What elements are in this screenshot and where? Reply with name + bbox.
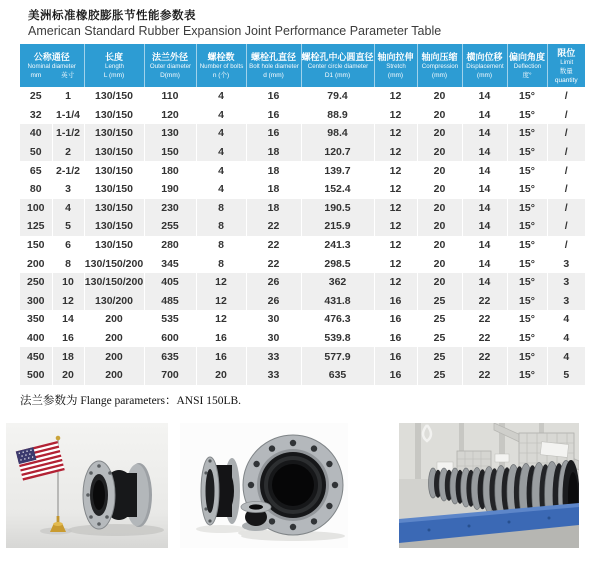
table-cell: 130: [144, 124, 196, 143]
table-cell: 20: [417, 236, 462, 255]
table-cell: 14: [462, 124, 507, 143]
table-cell: 4: [563, 313, 570, 326]
table-cell: 4: [196, 143, 246, 162]
table-cell: 12: [374, 106, 417, 125]
table-cell: 100: [20, 199, 52, 218]
table-cell: 8: [196, 217, 246, 236]
table-row: [20, 161, 585, 180]
table-cell: 200: [20, 254, 52, 273]
title-block: [0, 0, 600, 39]
table-cell: 12: [374, 217, 417, 236]
table-cell: 130/200: [84, 292, 144, 311]
table-cell: 130/150: [84, 161, 144, 180]
table-cell: /: [564, 164, 568, 177]
table-cell: 22: [462, 329, 507, 348]
table-cell: 15°: [507, 254, 547, 273]
table-cell: 12: [374, 143, 417, 162]
table-cell: 14: [462, 254, 507, 273]
table-cell: 12: [196, 292, 246, 311]
table-cell: 476.3: [301, 310, 374, 329]
table-cell: 535: [144, 310, 196, 329]
table-cell: 20: [417, 217, 462, 236]
table-cell: 20: [417, 143, 462, 162]
table-cell: 8: [196, 254, 246, 273]
table-cell: 18: [246, 161, 301, 180]
table-cell: 22: [462, 310, 507, 329]
product-photos: [6, 423, 600, 548]
table-cell: 200: [84, 329, 144, 348]
table-cell: 1-1/4: [52, 106, 84, 125]
table-row: [20, 310, 585, 329]
table-row: [20, 199, 585, 218]
table-cell: 20: [417, 199, 462, 218]
table-row: [20, 106, 585, 125]
table-cell: 16: [374, 329, 417, 348]
table-cell: 4: [563, 350, 570, 363]
table-cell: 50: [20, 143, 52, 162]
table-cell: 18: [52, 347, 84, 366]
table-row: [20, 217, 585, 236]
table-cell: 6: [52, 236, 84, 255]
table-cell: 4: [563, 332, 570, 345]
table-cell: 14: [462, 106, 507, 125]
table-cell: 30: [246, 329, 301, 348]
table-cell: 14: [462, 161, 507, 180]
table-cell: 26: [246, 292, 301, 311]
table-cell: 12: [196, 273, 246, 292]
header-bolt-hole-diameter: 螺栓孔直径 Bolt hole diameter d (mm): [246, 44, 301, 87]
table-cell: 635: [144, 347, 196, 366]
table-cell: 190: [144, 180, 196, 199]
header-limit: 限位 Limit 数量 quantity: [547, 44, 585, 87]
table-cell: 120: [144, 106, 196, 125]
table-cell: 298.5: [301, 254, 374, 273]
table-cell: 2: [52, 143, 84, 162]
table-cell: 15°: [507, 143, 547, 162]
page-title-en: American Standard Rubber Expansion Joint Performance Parameter Table: [28, 24, 442, 38]
table-cell: 600: [144, 329, 196, 348]
table-cell: 12: [374, 161, 417, 180]
table-cell: 15°: [507, 124, 547, 143]
table-cell: 500: [20, 366, 52, 385]
table-cell: 8: [196, 199, 246, 218]
table-cell: 300: [20, 292, 52, 311]
table-cell: 25: [417, 366, 462, 385]
table-cell: 14: [462, 199, 507, 218]
table-cell: 130/150: [84, 199, 144, 218]
header-center-circle-diameter: 螺栓孔中心圆直径 Center circle diameter D1 (mm): [301, 44, 374, 87]
table-cell: 3: [52, 180, 84, 199]
photo-joint-group: [180, 423, 348, 548]
table-cell: 20: [417, 161, 462, 180]
table-cell: 65: [20, 161, 52, 180]
table-cell: 120.7: [301, 143, 374, 162]
table-cell: 130/150: [84, 236, 144, 255]
table-cell: 98.4: [301, 124, 374, 143]
table-cell: 22: [246, 236, 301, 255]
table-cell: 16: [196, 329, 246, 348]
table-cell: 15°: [507, 180, 547, 199]
table-row: [20, 124, 585, 143]
table-cell: 15°: [507, 292, 547, 311]
table-cell: 8: [52, 254, 84, 273]
table-cell: 431.8: [301, 292, 374, 311]
table-cell: 25: [417, 329, 462, 348]
table-cell: 405: [144, 273, 196, 292]
table-cell: 450: [20, 347, 52, 366]
table-cell: 18: [246, 143, 301, 162]
table-cell: 14: [462, 273, 507, 292]
table-body: [20, 87, 585, 385]
table-cell: 20: [417, 106, 462, 125]
table-cell: 130/150: [84, 106, 144, 125]
table-cell: 139.7: [301, 161, 374, 180]
header-deflection: 偏向角度 Deflection 度°: [507, 44, 547, 87]
table-cell: 280: [144, 236, 196, 255]
table-cell: 152.4: [301, 180, 374, 199]
table-cell: 3: [563, 276, 570, 289]
photo-factory-row: [399, 423, 579, 548]
table-cell: 190.5: [301, 199, 374, 218]
table-cell: 350: [20, 310, 52, 329]
table-cell: 20: [196, 366, 246, 385]
table-cell: 12: [374, 199, 417, 218]
table-cell: 20: [417, 254, 462, 273]
table-cell: 130/150: [84, 87, 144, 106]
table-cell: 577.9: [301, 347, 374, 366]
table-cell: 400: [20, 329, 52, 348]
table-cell: 16: [374, 366, 417, 385]
table-cell: 15°: [507, 87, 547, 106]
header-row: [20, 44, 585, 87]
table-cell: 345: [144, 254, 196, 273]
table-cell: 79.4: [301, 87, 374, 106]
table-cell: 40: [20, 124, 52, 143]
table-cell: 16: [374, 292, 417, 311]
table-cell: /: [564, 108, 568, 121]
header-units: [20, 71, 84, 80]
header-compression: 轴向压缩 Compression (mm): [417, 44, 462, 87]
table-cell: 4: [52, 199, 84, 218]
table-row: [20, 254, 585, 273]
table-cell: 22: [246, 217, 301, 236]
table-cell: 230: [144, 199, 196, 218]
table-cell: 4: [196, 87, 246, 106]
table-cell: 12: [374, 180, 417, 199]
table-cell: 200: [84, 347, 144, 366]
table-cell: 15°: [507, 347, 547, 366]
table-row: [20, 329, 585, 348]
table-cell: 539.8: [301, 329, 374, 348]
table-cell: 362: [301, 273, 374, 292]
table-cell: 200: [84, 310, 144, 329]
table-cell: 15°: [507, 161, 547, 180]
flange-note: 法兰参数为 Flange parameters：ANSI 150LB.: [20, 394, 242, 407]
table-cell: 15°: [507, 217, 547, 236]
table-header: [20, 44, 585, 87]
table-cell: /: [564, 201, 568, 214]
table-cell: 200: [84, 366, 144, 385]
table-cell: 3: [563, 294, 570, 307]
table-cell: 250: [20, 273, 52, 292]
unit-mm: mm: [30, 72, 42, 79]
table-cell: 15°: [507, 366, 547, 385]
table-cell: 130/150: [84, 217, 144, 236]
header-number-of-bolts: 螺栓数 Number of bolts n (个): [196, 44, 246, 87]
table-row: [20, 366, 585, 385]
table-cell: 16: [196, 347, 246, 366]
table-cell: /: [564, 183, 568, 196]
table-cell: 20: [417, 87, 462, 106]
table-cell: 15°: [507, 106, 547, 125]
table-cell: /: [564, 239, 568, 252]
table-cell: 20: [417, 124, 462, 143]
table-cell: 88.9: [301, 106, 374, 125]
table-cell: 16: [246, 87, 301, 106]
table-cell: /: [564, 146, 568, 159]
table-cell: 5: [52, 217, 84, 236]
table-cell: 14: [462, 87, 507, 106]
table-cell: 25: [417, 292, 462, 311]
table-cell: 18: [246, 199, 301, 218]
table-cell: 4: [196, 106, 246, 125]
table-cell: 15°: [507, 273, 547, 292]
table-cell: 15°: [507, 310, 547, 329]
table-cell: 16: [374, 347, 417, 366]
table-cell: 12: [52, 292, 84, 311]
table-cell: 130/150/200: [84, 273, 144, 292]
table-cell: 14: [462, 143, 507, 162]
table-row: [20, 180, 585, 199]
table-cell: 2-1/2: [52, 161, 84, 180]
table-cell: 14: [462, 236, 507, 255]
table-cell: 16: [52, 329, 84, 348]
table-cell: 22: [462, 347, 507, 366]
table-cell: 15°: [507, 199, 547, 218]
table-cell: 700: [144, 366, 196, 385]
table-cell: 25: [417, 347, 462, 366]
table-row: [20, 236, 585, 255]
table-cell: 15°: [507, 236, 547, 255]
table-cell: 14: [52, 310, 84, 329]
table-cell: 1-1/2: [52, 124, 84, 143]
table-cell: 12: [374, 254, 417, 273]
parameter-table: [20, 44, 585, 385]
table-cell: 5: [563, 369, 570, 382]
table-cell: 25: [417, 310, 462, 329]
table-cell: 26: [246, 273, 301, 292]
table-cell: 20: [417, 180, 462, 199]
table-cell: 14: [462, 180, 507, 199]
table-cell: 16: [374, 310, 417, 329]
table-cell: 12: [196, 310, 246, 329]
table-cell: 33: [246, 366, 301, 385]
table-cell: 4: [196, 180, 246, 199]
table-cell: 10: [52, 273, 84, 292]
header-displacement: 横向位移 Displacement (mm): [462, 44, 507, 87]
table-cell: 30: [246, 310, 301, 329]
table-cell: 1: [52, 87, 84, 106]
table-cell: 33: [246, 347, 301, 366]
table-cell: 635: [301, 366, 374, 385]
table-cell: 130/150: [84, 180, 144, 199]
table-cell: 3: [563, 257, 570, 270]
table-cell: 255: [144, 217, 196, 236]
table-cell: 130/150: [84, 143, 144, 162]
table-cell: 12: [374, 124, 417, 143]
table-cell: 25: [20, 87, 52, 106]
page-title-cn: 美洲标准橡胶膨胀节性能参数表: [28, 10, 196, 22]
table-cell: 20: [417, 273, 462, 292]
table-cell: 32: [20, 106, 52, 125]
table-row: [20, 143, 585, 162]
table-row: [20, 347, 585, 366]
table-cell: 4: [196, 124, 246, 143]
table-cell: 130/150/200: [84, 254, 144, 273]
table-row: [20, 292, 585, 311]
table-cell: /: [564, 220, 568, 233]
table-cell: 22: [462, 292, 507, 311]
unit-inch: 英寸: [61, 72, 75, 79]
table-cell: 130/150: [84, 124, 144, 143]
table-cell: 125: [20, 217, 52, 236]
table-cell: 12: [374, 273, 417, 292]
header-length: 长度 Length L (mm): [84, 44, 144, 87]
table-cell: 22: [462, 366, 507, 385]
table-cell: 22: [246, 254, 301, 273]
table-cell: /: [564, 127, 568, 140]
table-cell: 16: [246, 106, 301, 125]
table-cell: 15°: [507, 329, 547, 348]
table-cell: 18: [246, 180, 301, 199]
table-cell: 241.3: [301, 236, 374, 255]
table-row: [20, 87, 585, 106]
table-cell: 110: [144, 87, 196, 106]
table-cell: 80: [20, 180, 52, 199]
table-cell: 14: [462, 217, 507, 236]
header-outer-diameter: 法兰外径 Outer diameter D(mm): [144, 44, 196, 87]
table-row: [20, 273, 585, 292]
table-cell: 150: [144, 143, 196, 162]
header-en: Nominal diameter: [27, 63, 76, 70]
joint-small: [241, 501, 271, 531]
table-cell: 215.9: [301, 217, 374, 236]
table-cell: 485: [144, 292, 196, 311]
header-cn: 公称通径: [33, 52, 70, 62]
photo-us-flag-joint: [6, 423, 168, 548]
table-cell: 12: [374, 236, 417, 255]
table-cell: 180: [144, 161, 196, 180]
table-cell: 8: [196, 236, 246, 255]
table-cell: 16: [246, 124, 301, 143]
table-cell: 20: [52, 366, 84, 385]
header-stretch: 轴向拉伸 Stretch (mm): [374, 44, 417, 87]
rubber-joint-side-view: [83, 461, 152, 529]
joint-side-view: [201, 457, 240, 525]
table-cell: 12: [374, 87, 417, 106]
table-cell: 150: [20, 236, 52, 255]
header-nominal-diameter: [20, 44, 84, 87]
table-cell: /: [564, 90, 568, 103]
table-cell: 4: [196, 161, 246, 180]
